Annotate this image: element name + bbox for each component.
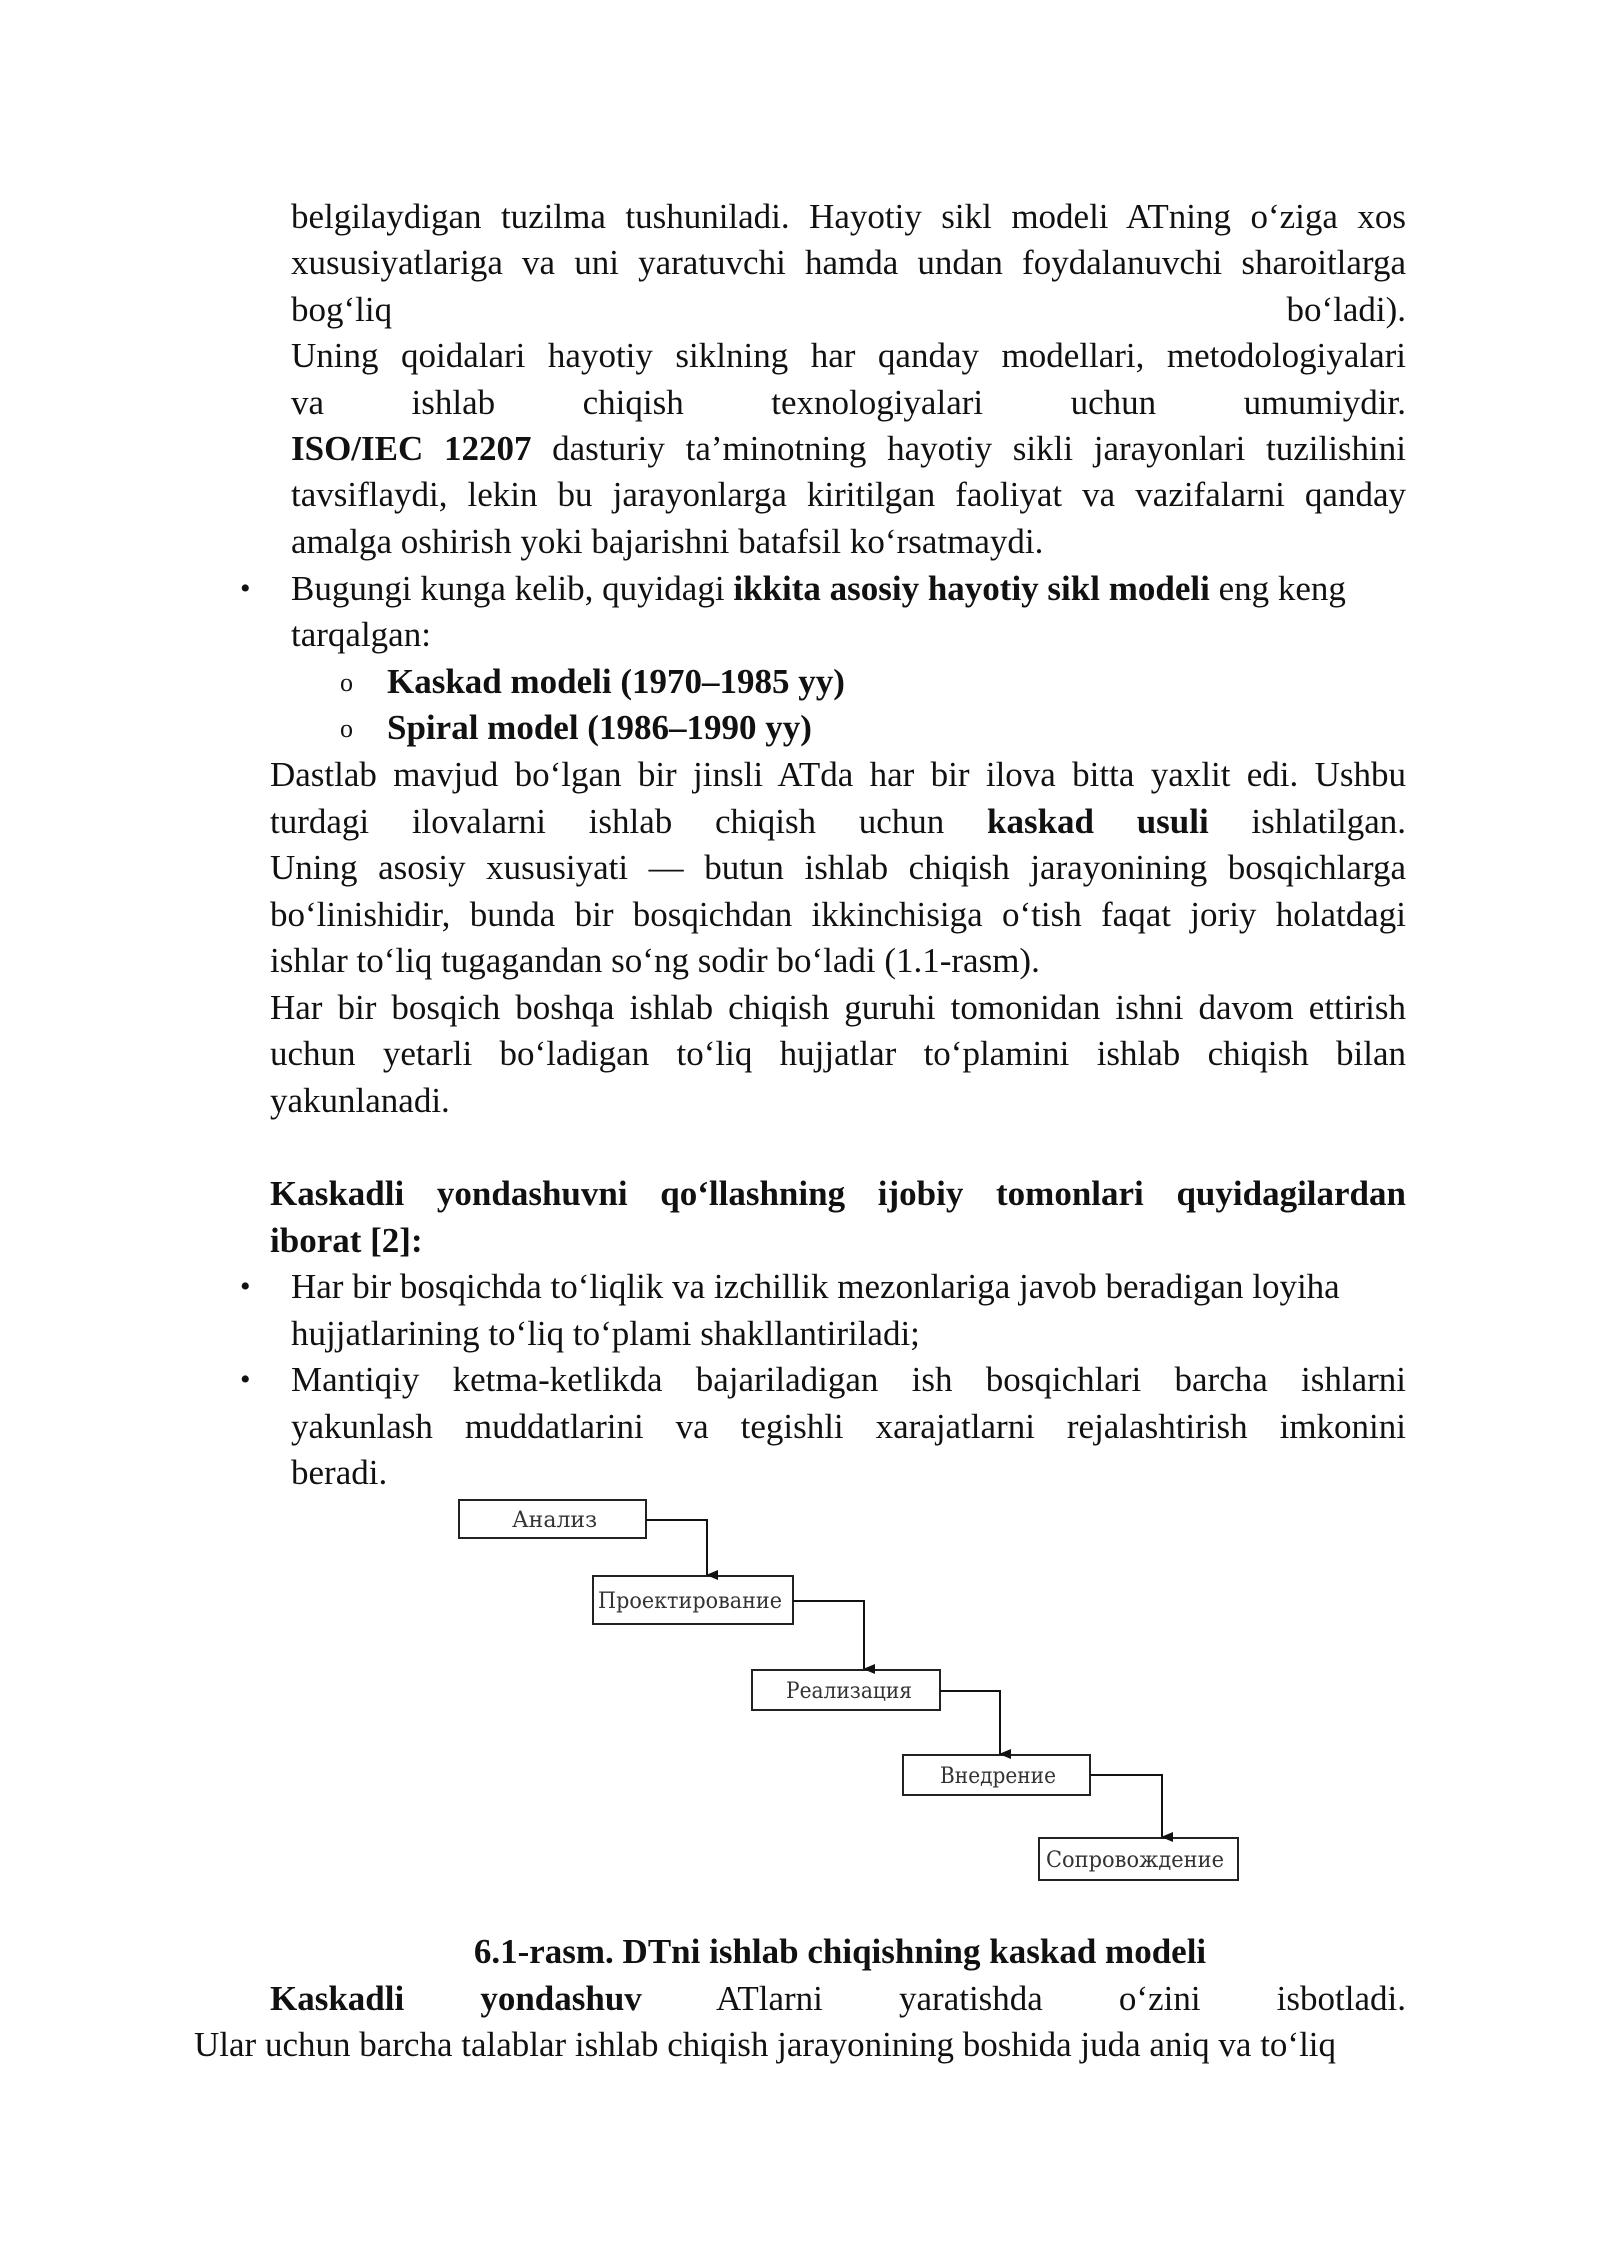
sub-bullet-marker: o bbox=[340, 668, 353, 697]
intro-line-5: va ishlab chiqish texnologiyalari uchun umumiydir. bbox=[291, 383, 1406, 422]
advantage-2-line-1: Mantiqiy ketma-ketlikda bajariladigan ish bosqichlari barcha ishlarni bbox=[291, 1360, 1406, 1399]
intro-line-1: belgilaydigan tuzilma tushuniladi. Hayotiy sikl modeli ATning o‘ziga xos bbox=[291, 197, 1406, 236]
bullet-marker: • bbox=[240, 572, 251, 605]
flow-arrow bbox=[940, 1691, 1000, 1754]
models-bullet-bold: ikkita asosiy hayotiy sikl modeli bbox=[733, 569, 1210, 608]
intro-line-8: amalga oshirish yoki bajarishni batafsil ko‘rsatmaydi. bbox=[291, 522, 1044, 561]
cascade-method-term: kaskad usuli bbox=[987, 802, 1209, 841]
final-line-1 bbox=[270, 1976, 1406, 2022]
para1-line-2-pre: turdagi ilovalarni ishlab chiqish uchun bbox=[270, 802, 987, 841]
intro-line-7: tavsiflaydi, lekin bu jarayonlarga kiritilgan faoliyat va vazifalarni qanday bbox=[291, 475, 1406, 514]
model-item-spiral: Spiral model (1986–1990 yy) bbox=[387, 708, 812, 747]
para1-line-4: bo‘linishidir, bunda bir bosqichdan ikkinchisiga o‘tish faqat joriy holatdagi bbox=[270, 895, 1406, 934]
advantage-1-line-1: Har bir bosqichda to‘liqlik va izchillik mezonlariga javob beradigan loyiha bbox=[291, 1267, 1340, 1306]
models-bullet-post: eng keng bbox=[1209, 569, 1346, 608]
para2-line-3: yakunlanadi. bbox=[270, 1081, 450, 1120]
iso-standard-name: ISO/IEC 12207 bbox=[291, 429, 532, 468]
flow-arrow bbox=[1090, 1775, 1162, 1837]
flow-arrow bbox=[793, 1601, 864, 1669]
stage-label-implementation: Реализация bbox=[786, 1679, 912, 1704]
stage-label-design: Проектирование bbox=[598, 1589, 782, 1614]
para1-line-3: Uning asosiy xususiyati — butun ishlab chiqish jarayonining bosqichlarga bbox=[270, 848, 1406, 887]
sub-bullet-marker: o bbox=[340, 714, 353, 743]
stage-label-analysis: Анализ bbox=[512, 1508, 598, 1533]
para2-line-1: Har bir bosqich boshqa ishlab chiqish guruhi tomonidan ishni davom ettirish bbox=[270, 988, 1406, 1027]
models-bullet-pre: Bugungi kunga kelib, quyidagi bbox=[291, 569, 734, 608]
final-line-2: Ular uchun barcha talablar ishlab chiqish jarayonining boshida juda aniq va to‘liq bbox=[194, 2025, 1337, 2064]
intro-line-2: xususiyatlariga va uni yaratuvchi hamda undan foydalanuvchi sharoitlarga bbox=[291, 243, 1406, 282]
figure-caption: 6.1-rasm. DTni ishlab chiqishning kaskad modeli bbox=[473, 1932, 1207, 1971]
cascade-approach-term: Kaskadli yondashuv bbox=[270, 1979, 642, 2018]
advantage-2-line-2: yakunlash muddatlarini va tegishli xarajatlarni rejalashtirish imkonini bbox=[291, 1407, 1406, 1446]
bullet-marker: • bbox=[240, 1270, 251, 1303]
final-line-1-rest: ATlarni yaratishda o‘zini isbotladi. bbox=[641, 1979, 1406, 2018]
advantage-2-line-3: beradi. bbox=[291, 1453, 388, 1492]
intro-line-4: Uning qoidalari hayotiy siklning har qanday modellari, metodologiyalari bbox=[291, 336, 1406, 375]
advantage-1-line-2: hujjatlarining to‘liq to‘plami shakllantiriladi; bbox=[291, 1314, 920, 1353]
models-bullet-line-2: tarqalgan: bbox=[291, 615, 431, 654]
intro-line-6-rest: dasturiy ta’minotning hayotiy sikli jarayonlari tuzilishini bbox=[531, 429, 1406, 468]
para1-line-2-post: ishlatilgan. bbox=[1208, 802, 1406, 841]
intro-line-3a: bog‘liq bbox=[291, 290, 393, 329]
stage-label-deployment: Внедрение bbox=[940, 1764, 1056, 1789]
advantages-heading-line-2: iborat [2]: bbox=[270, 1221, 423, 1260]
model-item-cascade: Kaskad modeli (1970–1985 yy) bbox=[387, 662, 845, 701]
stage-label-maintenance: Сопровождение bbox=[1046, 1848, 1224, 1873]
para2-line-2: uchun yetarli bo‘ladigan to‘liq hujjatlar to‘plamini ishlab chiqish bilan bbox=[270, 1034, 1406, 1073]
para1-line-5: ishlar to‘liq tugagandan so‘ng sodir bo‘ladi (1.1-rasm). bbox=[270, 941, 1040, 980]
flow-arrow bbox=[646, 1520, 707, 1575]
intro-line-3b: bo‘ladi). bbox=[1286, 290, 1406, 329]
para1-line-1: Dastlab mavjud bo‘lgan bir jinsli ATda har bir ilova bitta yaxlit edi. Ushbu bbox=[270, 755, 1406, 794]
advantages-heading-line-1: Kaskadli yondashuvni qo‘llashning ijobiy tomonlari quyidagilardan bbox=[270, 1174, 1406, 1213]
bullet-marker: • bbox=[240, 1363, 251, 1396]
